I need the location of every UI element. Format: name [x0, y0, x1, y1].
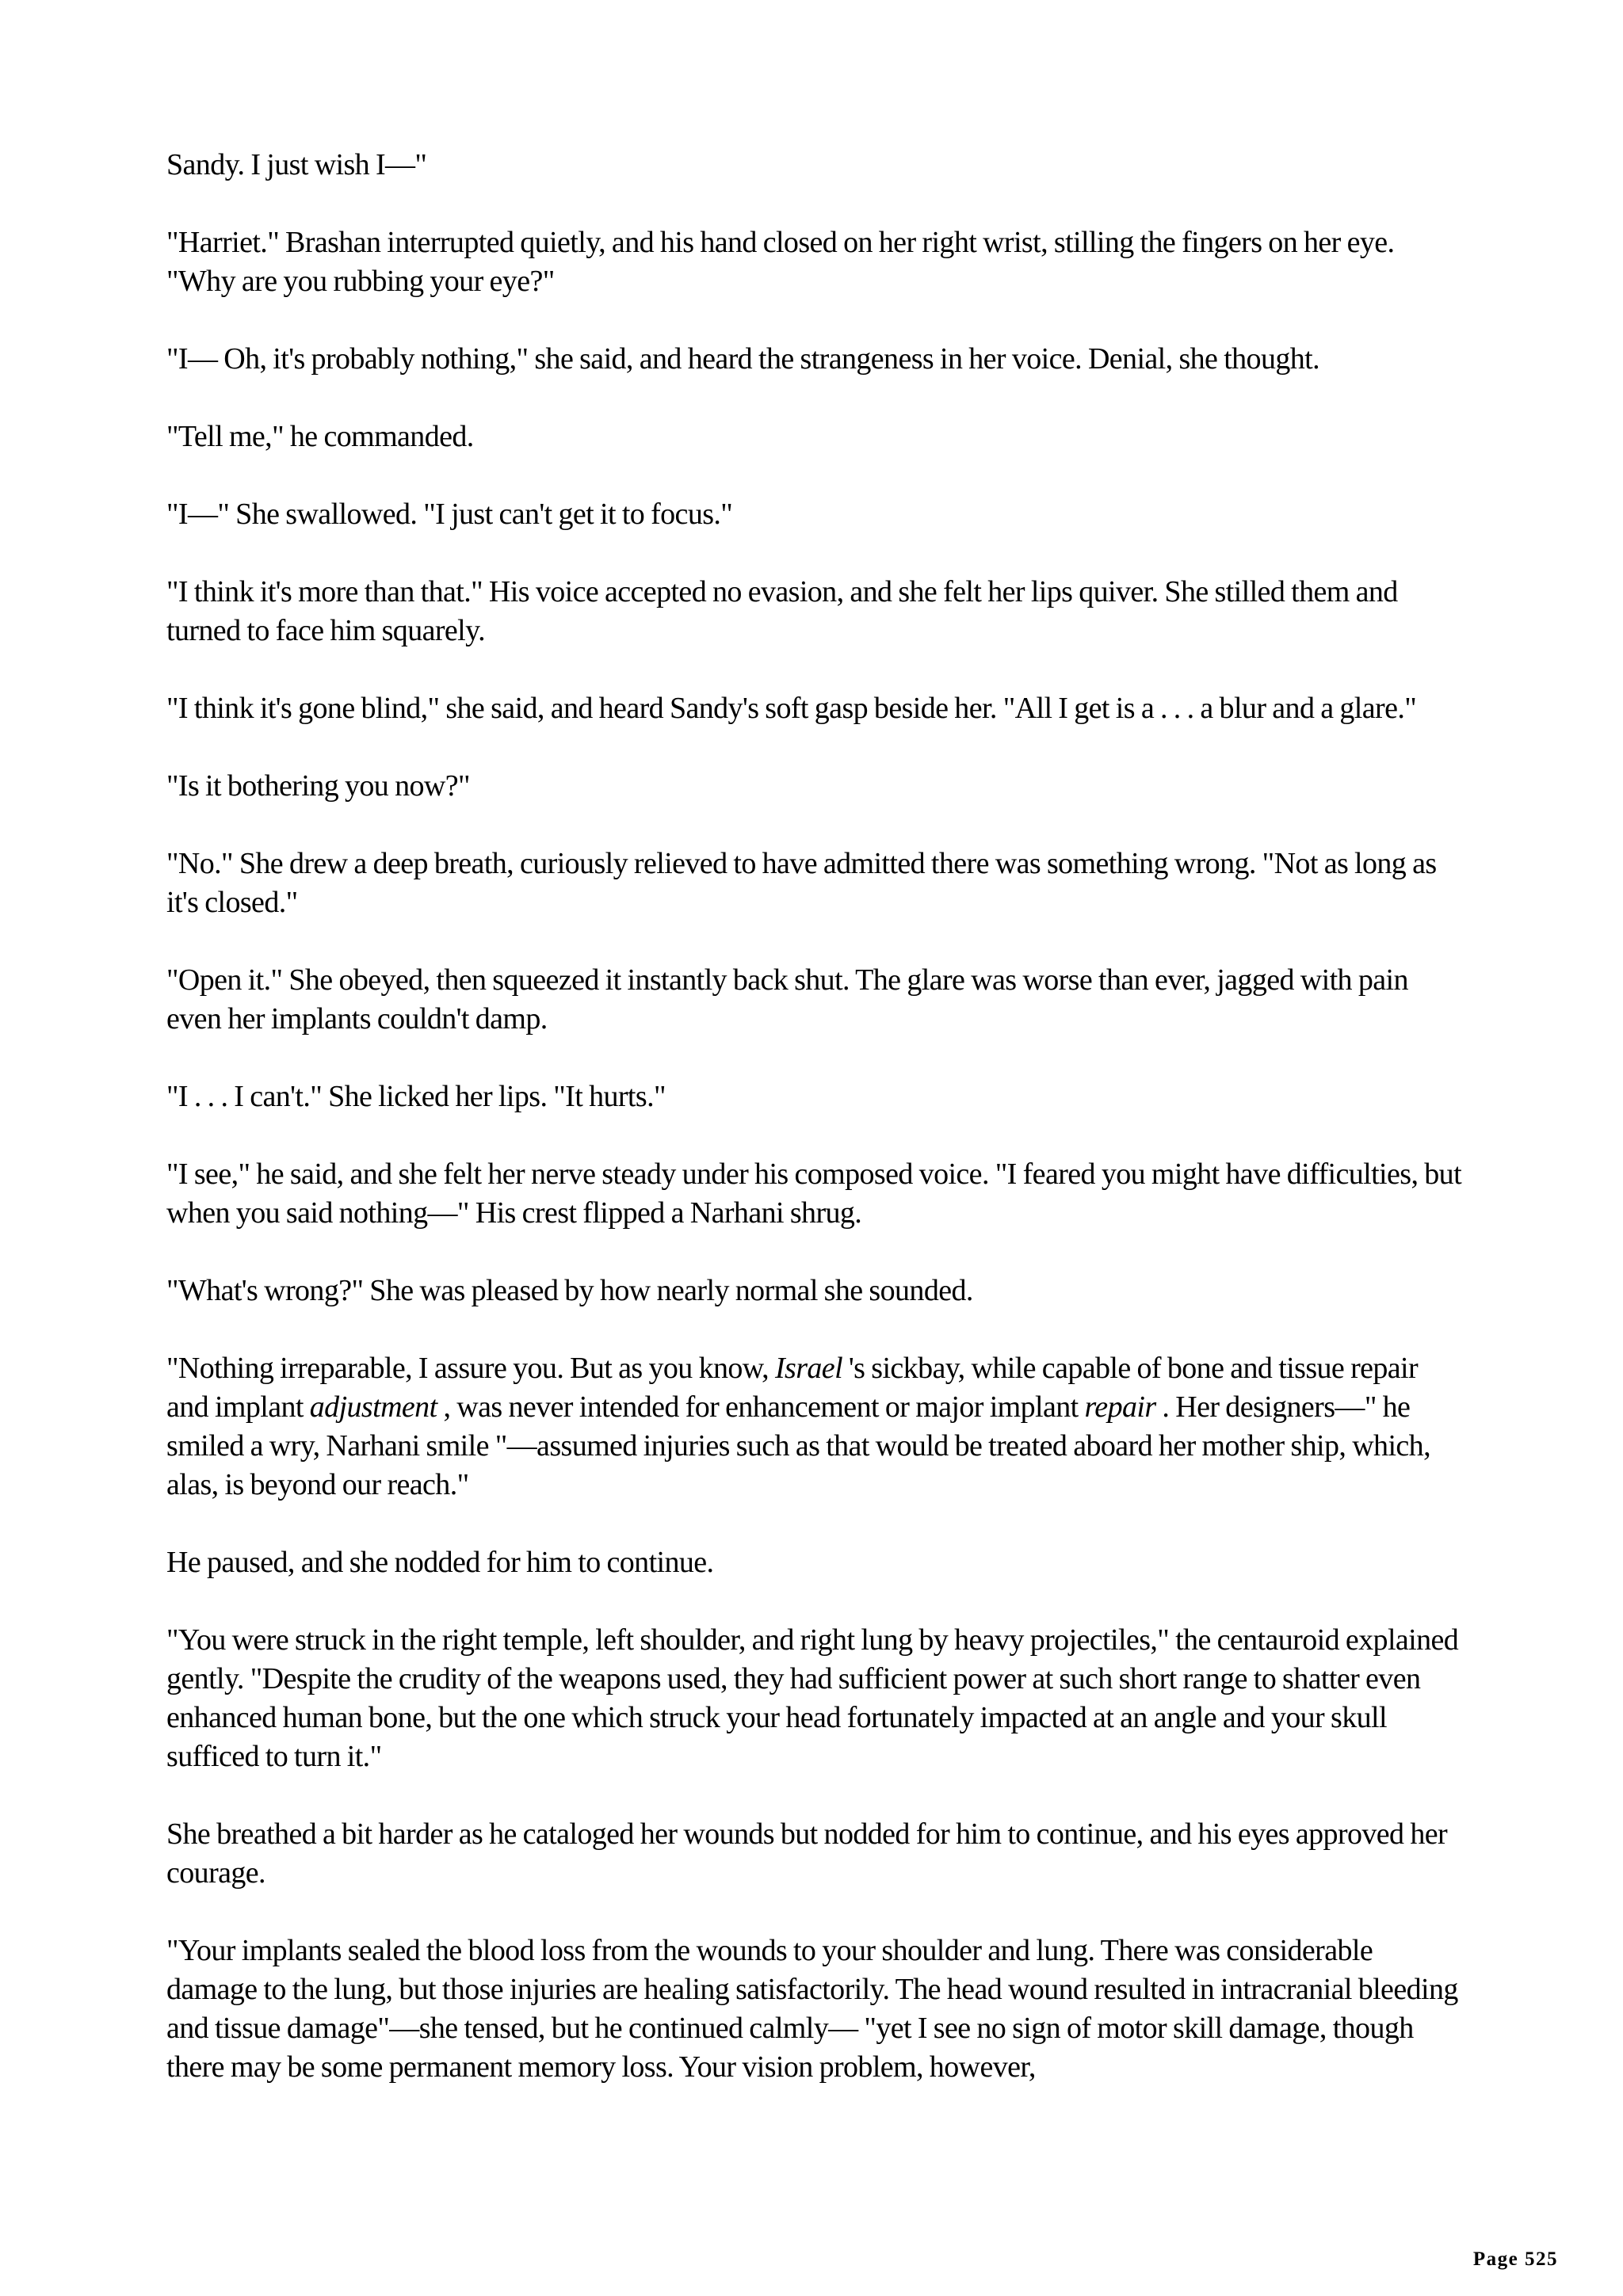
paragraph	[166, 1349, 1466, 1505]
text-run: Sandy. I just wish I—"	[166, 148, 427, 181]
paragraph	[166, 1272, 1466, 1310]
text-run: "I— Oh, it's probably nothing," she said, and heard the strangeness in her voice. Denial, she thought.	[166, 342, 1320, 376]
text-run: "No." She drew a deep breath, curiously relieved to have admitted there was something wrong. "Not as long as it's closed."	[166, 847, 1437, 919]
text-run: "I think it's gone blind," she said, and heard Sandy's soft gasp beside her. "All I get is a . . . a blur and a glare."	[166, 692, 1417, 725]
text-run: "You were struck in the right temple, left shoulder, and right lung by heavy projectiles," the centauroid explained gently. "Despite the crudity of the weapons used, they had sufficient power at such short range to shatter even enhanced human bone, but the one which struck your head fortunately impacted at an angle and your skull sufficed to turn it."	[166, 1623, 1459, 1773]
page-body-text	[166, 146, 1466, 2126]
text-run: "I . . . I can't." She licked her lips. "It hurts."	[166, 1080, 666, 1113]
paragraph	[166, 845, 1466, 922]
paragraph	[166, 1543, 1466, 1582]
text-run: "I think it's more than that." His voice accepted no evasion, and she felt her lips quiver. She stilled them and turned to face him squarely.	[166, 575, 1398, 647]
paragraph	[166, 1077, 1466, 1116]
paragraph	[166, 495, 1466, 534]
paragraph	[166, 1815, 1466, 1893]
text-run: "Is it bothering you now?"	[166, 769, 470, 803]
italic-text-run: adjustment	[309, 1390, 437, 1424]
paragraph	[166, 1621, 1466, 1776]
italic-text-run: repair	[1084, 1390, 1156, 1424]
text-run: He paused, and she nodded for him to continue.	[166, 1546, 714, 1579]
text-run: "Open it." She obeyed, then squeezed it instantly back shut. The glare was worse than ever, jagged with pain even her implants couldn't damp.	[166, 963, 1408, 1035]
paragraph	[166, 146, 1466, 185]
text-run: , was never intended for enhancement or major implant	[437, 1390, 1085, 1424]
text-run: "I see," he said, and she felt her nerve steady under his composed voice. "I feared you might have difficulties, but when you said nothing—" His crest flipped a Narhani shrug.	[166, 1158, 1462, 1230]
text-run: "Nothing irreparable, I assure you. But as you know,	[166, 1352, 775, 1385]
italic-text-run: Israel	[774, 1352, 843, 1385]
text-run: "What's wrong?" She was pleased by how nearly normal she sounded.	[166, 1274, 973, 1307]
paragraph	[166, 961, 1466, 1039]
text-run: "Harriet." Brashan interrupted quietly, and his hand closed on her right wrist, stilling the fingers on her eye. "Why are you rubbing your eye?"	[166, 226, 1395, 298]
text-run: 's sickbay, while capable of bone and tissue repair and implant	[166, 1352, 1419, 1424]
page-number: Page 525	[1472, 2248, 1558, 2270]
text-run: "Tell me," he commanded.	[166, 420, 474, 453]
paragraph	[166, 767, 1466, 806]
paragraph	[166, 689, 1466, 728]
text-run: She breathed a bit harder as he cataloged her wounds but nodded for him to continue, and his eyes approved her courage.	[166, 1817, 1448, 1890]
paragraph	[166, 573, 1466, 650]
paragraph	[166, 418, 1466, 456]
text-run: "I—" She swallowed. "I just can't get it to focus."	[166, 498, 733, 531]
paragraph	[166, 340, 1466, 379]
text-run: . Her designers—" he smiled a wry, Narhani smile "—assumed injuries such as that would be treated aboard her mother ship, which, alas, is beyond our reach."	[166, 1390, 1430, 1501]
paragraph	[166, 223, 1466, 301]
paragraph	[166, 1155, 1466, 1233]
text-run: "Your implants sealed the blood loss from the wounds to your shoulder and lung. There was considerable damage to the lung, but those injuries are healing satisfactorily. The head wound resulted in intracranial bleeding and tissue damage"—she tensed, but he continued calmly— "yet I see no sign of motor skill damage, though there may be some permanent memory loss. Your vision problem, however,	[166, 1934, 1458, 2084]
paragraph	[166, 1932, 1466, 2087]
